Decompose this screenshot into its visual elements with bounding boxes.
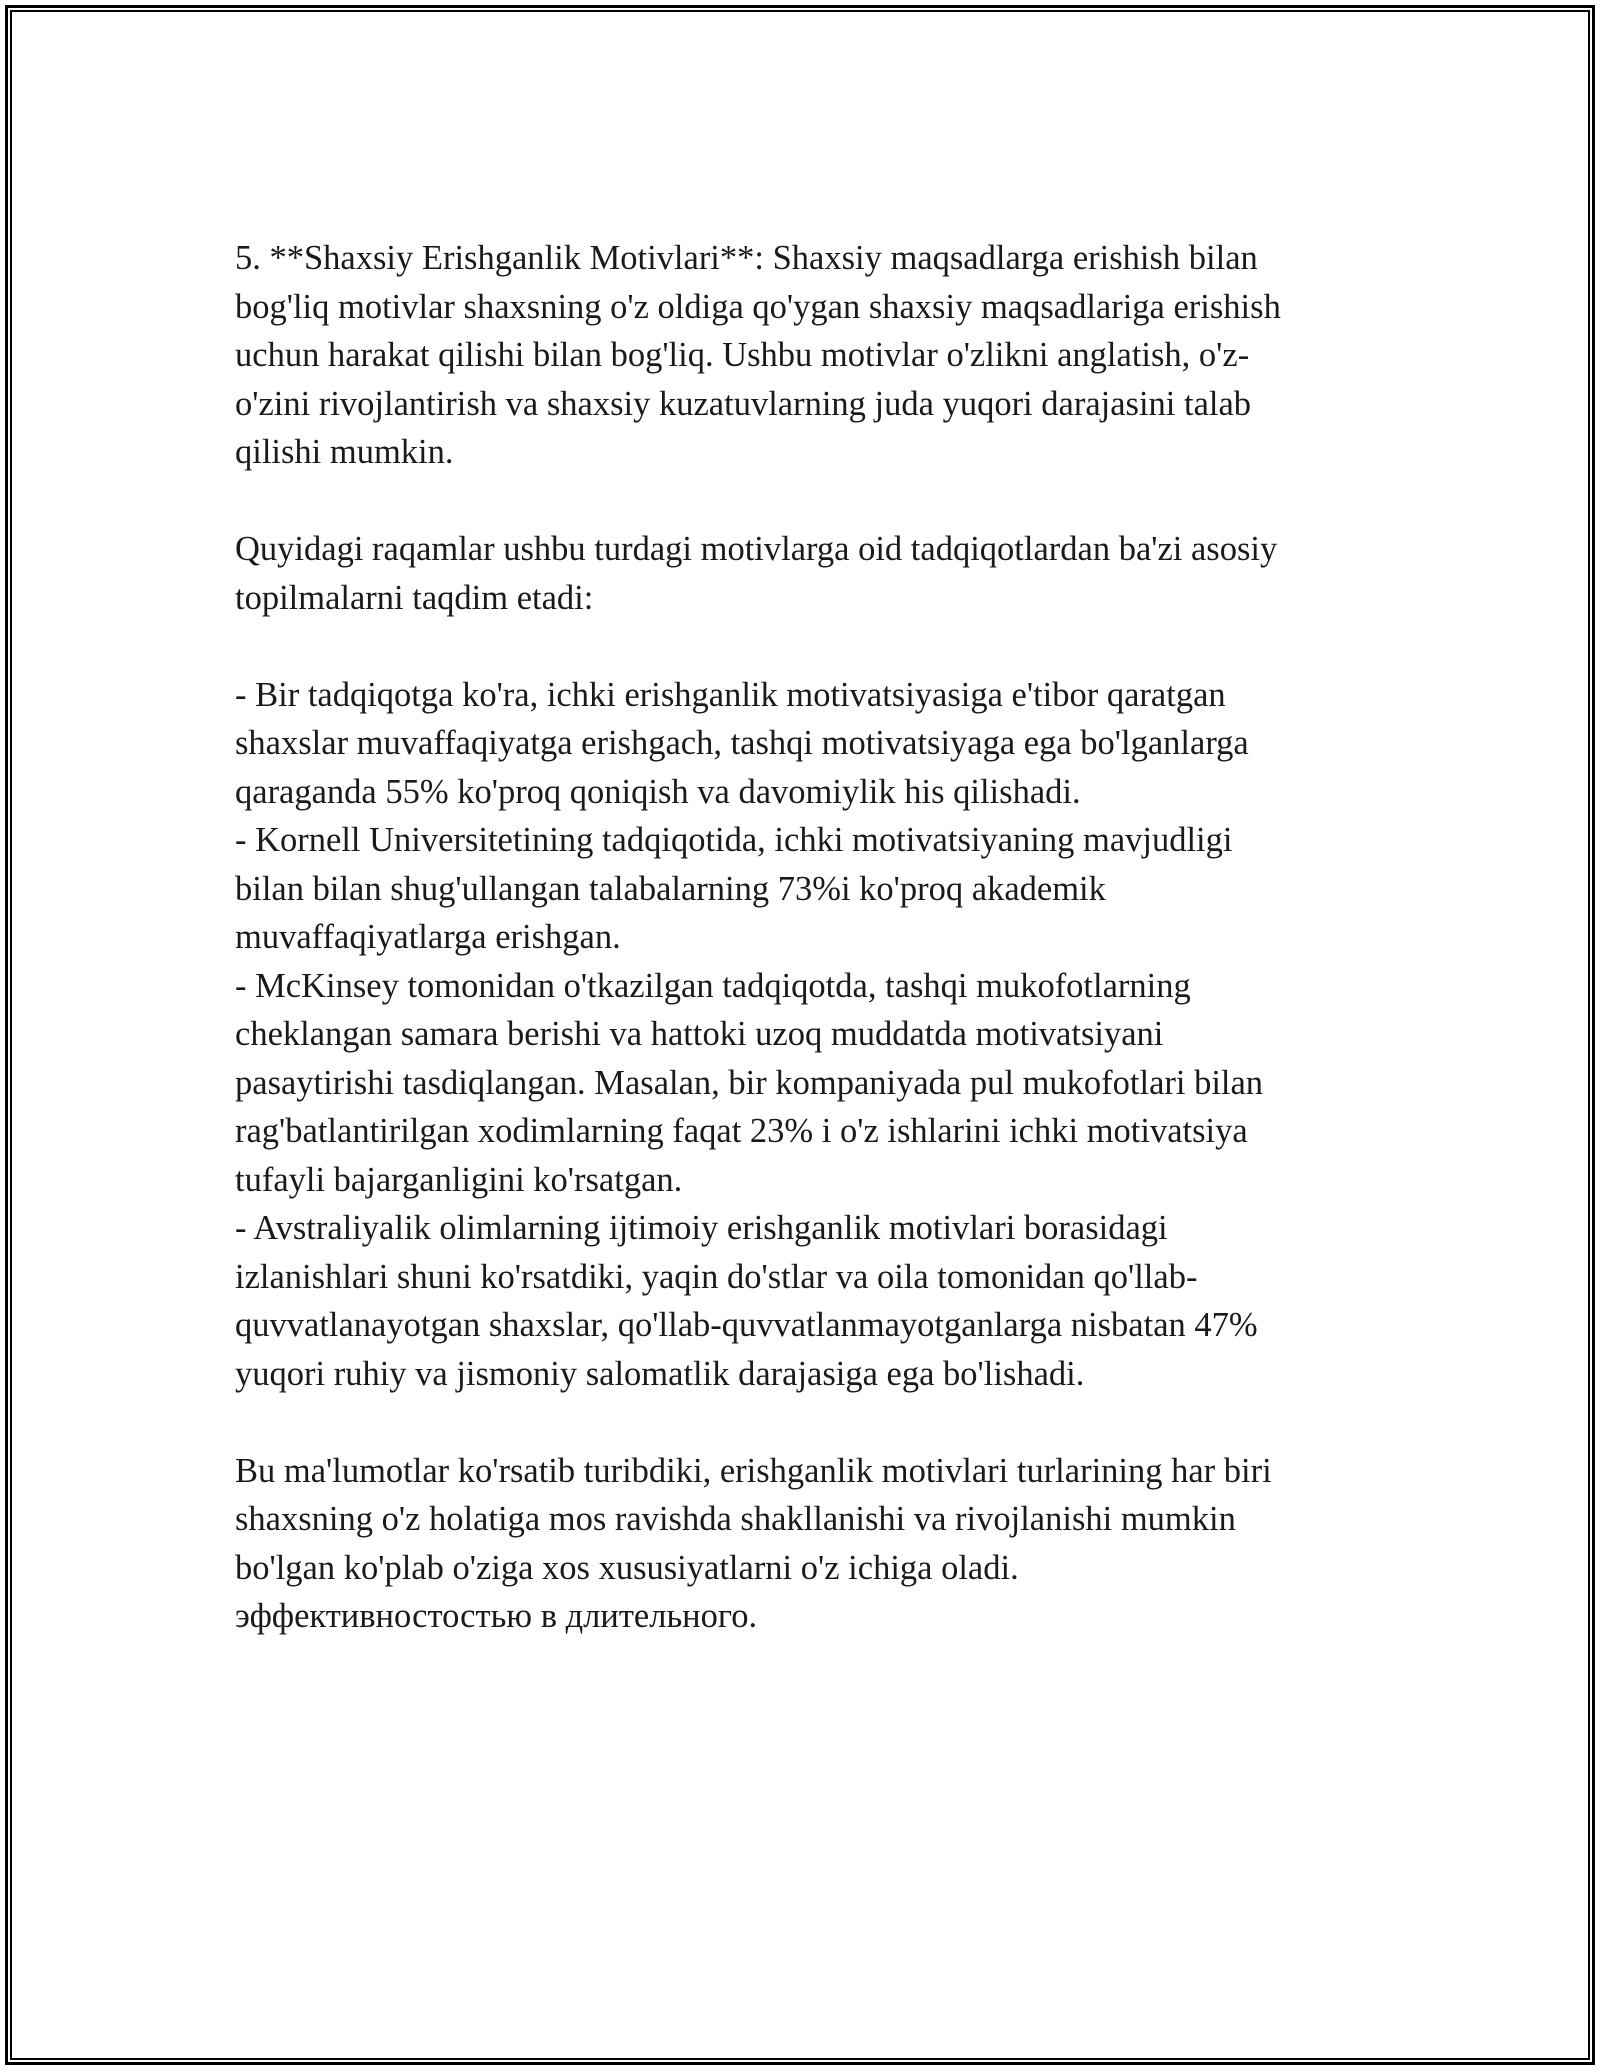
text-line: o'zini rivojlantirish va shaxsiy kuzatuvlarning juda yuqori darajasini talab xyxy=(235,384,1252,423)
text-line: bog'liq motivlar shaxsning o'z oldiga qo'ygan shaxsiy maqsadlariga erishish xyxy=(235,287,1281,326)
text-line: эффективностостью в длительного. xyxy=(235,1597,758,1635)
text-line: yuqori ruhiy va jismoniy salomatlik darajasiga ega bo'lishadi. xyxy=(235,1354,1085,1393)
text-line: qaraganda 55% ko'proq qoniqish va davomiylik his qilishadi. xyxy=(235,772,1081,811)
paragraph-spacer xyxy=(235,477,1355,526)
text-line: - McKinsey tomonidan o'tkazilgan tadqiqotda, tashqi mukofotlarning xyxy=(235,966,1191,1005)
text-line: rag'batlantirilgan xodimlarning faqat 23% i o'z ishlarini ichki motivatsiya xyxy=(235,1112,1248,1150)
text-line: shaxslar muvaffaqiyatga erishgach, tashqi motivatsiyaga ega bo'lganlarga xyxy=(235,724,1249,762)
paragraph-personal-motives xyxy=(235,234,1355,477)
text-line: tufayli bajarganligini ko'rsatgan. xyxy=(235,1160,683,1199)
text-line: - Kornell Universitetining tadqiqotida, ichki motivatsiyaning mavjudligi xyxy=(235,821,1233,859)
paragraph-intro-findings xyxy=(235,525,1355,622)
text-line: quvvatlanayotgan shaxslar, qo'llab-quvvatlanmayotganlarga nisbatan 47% xyxy=(235,1306,1258,1344)
paragraph-conclusion xyxy=(235,1447,1355,1641)
text-line: - Avstraliyalik olimlarning ijtimoiy erishganlik motivlari borasidagi xyxy=(235,1209,1168,1247)
paragraph-spacer xyxy=(235,1398,1355,1447)
text-line: Bu ma'lumotlar ko'rsatib turibdiki, erishganlik motivlari turlarining har biri xyxy=(235,1451,1272,1490)
text-line: topilmalarni taqdim etadi: xyxy=(235,578,594,617)
list-item xyxy=(235,816,1355,962)
list-item xyxy=(235,671,1355,817)
document-body xyxy=(235,234,1355,1641)
text-line: bilan bilan shug'ullangan talabalarning 73%i ko'proq akademik xyxy=(235,869,1106,908)
list-item xyxy=(235,962,1355,1205)
text-line: pasaytirishi tasdiqlangan. Masalan, bir kompaniyada pul mukofotlari bilan xyxy=(235,1063,1264,1102)
text-line: 5. **Shaxsiy Erishganlik Motivlari**: Shaxsiy maqsadlarga erishish bilan xyxy=(235,239,1258,277)
findings-list xyxy=(235,671,1355,1399)
text-line: shaxsning o'z holatiga mos ravishda shakllanishi va rivojlanishi mumkin xyxy=(235,1500,1236,1538)
text-line: - Bir tadqiqotga ko'ra, ichki erishganlik motivatsiyasiga e'tibor qaratgan xyxy=(235,675,1226,714)
text-line: uchun harakat qilishi bilan bog'liq. Ushbu motivlar o'zlikni anglatish, o'z- xyxy=(235,336,1250,374)
text-line: cheklangan samara berishi va hattoki uzoq muddatda motivatsiyani xyxy=(235,1015,1164,1053)
text-line: muvaffaqiyatlarga erishgan. xyxy=(235,918,621,956)
list-item xyxy=(235,1204,1355,1398)
text-line: izlanishlari shuni ko'rsatdiki, yaqin do'stlar va oila tomonidan qo'llab- xyxy=(235,1257,1198,1296)
text-line: qilishi mumkin. xyxy=(235,433,454,471)
text-line: bo'lgan ko'plab o'ziga xos xususiyatlarni o'z ichiga oladi. xyxy=(235,1548,1019,1587)
text-line: Quyidagi raqamlar ushbu turdagi motivlarga oid tadqiqotlardan ba'zi asosiy xyxy=(235,530,1278,568)
paragraph-spacer xyxy=(235,622,1355,671)
